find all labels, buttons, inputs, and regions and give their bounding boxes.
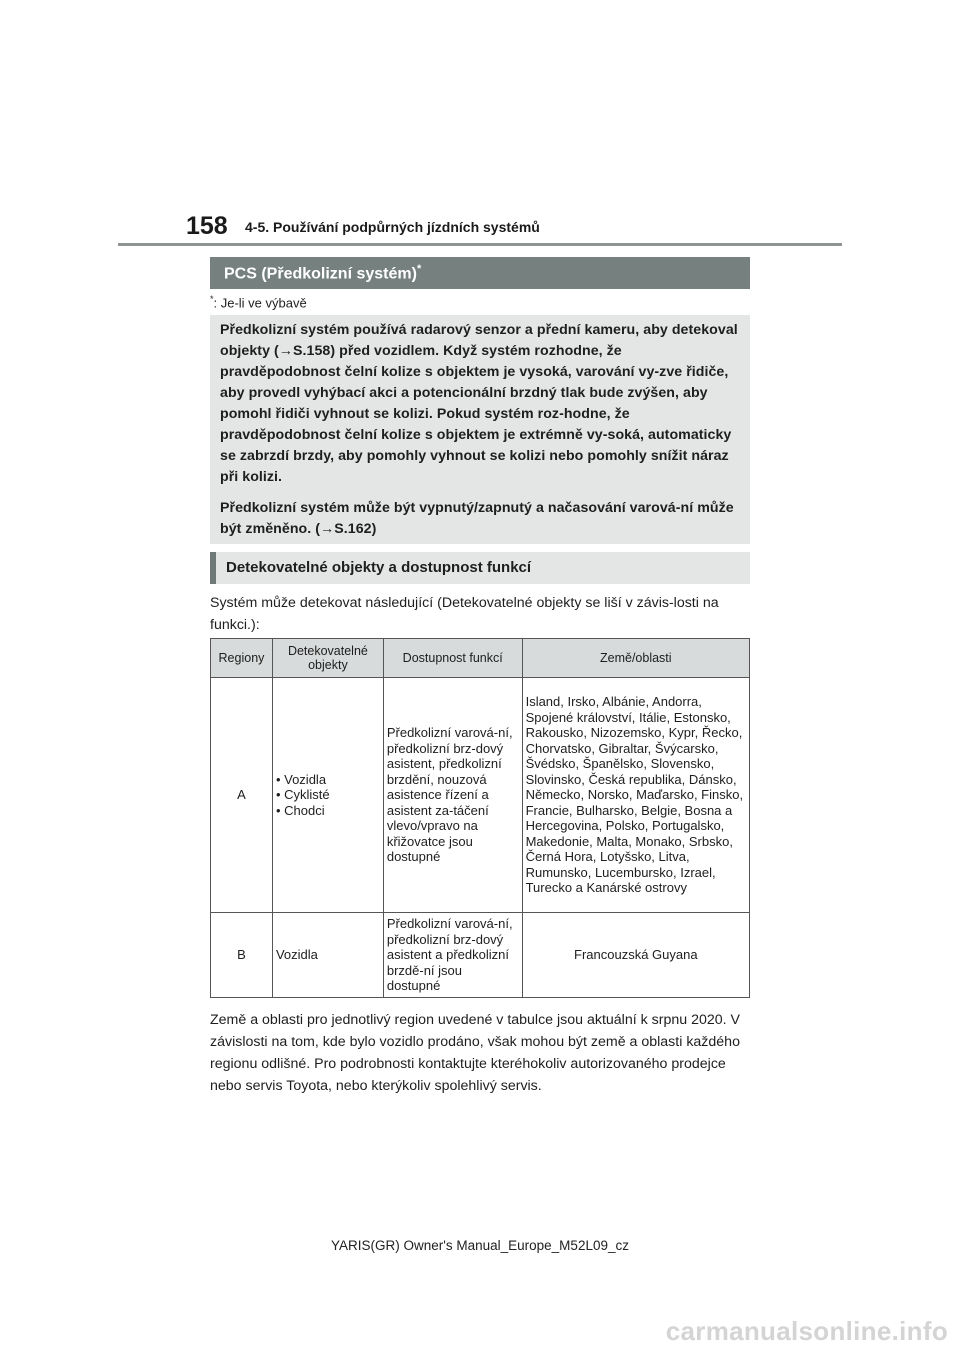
- footer-text: YARIS(GR) Owner's Manual_Europe_M52L09_cz: [331, 1238, 629, 1253]
- availability-cell: Předkolizní varová-ní, předkolizní brz-dový asistent a předkolizní brzdě-ní jsou dostupné: [383, 913, 522, 998]
- subsection-intro: Systém může detekovat následující (Detekovatelné objekty se liší v závis-losti na funkci.):: [210, 595, 719, 633]
- info-paragraph-1: Předkolizní systém používá radarový senzor a přední kameru, aby detekoval objekty (→S.158) před vozidlem. Když systém rozhodne, že pravděpodobnost čelní kolize s objektem je vysoká, varování vy-zve řidiče, aby provedl vyhýbací akci a potencionální brzdný tlak bude zvýšen, aby pomohl řidiči vyhnout se kolizi. Pokud systém roz-hodne, že pravděpodobnost čelní kolize s objektem je extrémně vy-soká, automaticky se zabrzdí brzdy, aby pomohly vyhnout se kolizi nebo pomohly snížit náraz při kolizi.: [220, 322, 738, 485]
- list-item: • Vozidla: [276, 772, 380, 788]
- region-cell: B: [211, 913, 273, 998]
- region-cell: A: [211, 678, 273, 913]
- section-title: PCS (Předkolizní systém): [224, 265, 417, 283]
- header-divider: [118, 243, 842, 246]
- header-availability: Dostupnost funkcí: [383, 639, 522, 678]
- regions-table: [210, 638, 750, 998]
- section-header: [210, 257, 750, 289]
- footnote-mark: *: [210, 294, 214, 304]
- footnote: [210, 294, 307, 310]
- subsection-header: Detekovatelné objekty a dostupnost funkcí: [210, 552, 750, 584]
- footnote-text: : Je-li ve výbavě: [213, 295, 307, 311]
- countries-cell: Island, Irsko, Albánie, Andorra, Spojené království, Itálie, Estonsko, Rakousko, Nizozemsko, Kypr, Řecko, Chorvatsko, Gibraltar, Švýcarsko, Švédsko, Španělsko, Slovensko, Slovinsko, Česká republika, Dánsko, Německo, Norsko, Maďarsko, Finsko, Francie, Bulharsko, Belgie, Bosna a Hercegovina, Polsko, Portugalsko, Makedonie, Malta, Monako, Srbsko, Černá Hora, Lotyšsko, Litva, Rumunsko, Lucembursko, Izrael, Turecko a Kanárské ostrovy: [522, 678, 749, 913]
- header-regions: Regiony: [211, 639, 273, 678]
- objects-cell: [272, 678, 383, 913]
- info-paragraph-2: Předkolizní systém může být vypnutý/zapnutý a načasování varová-ní může být změněno. (→S.162): [220, 500, 734, 537]
- watermark: carmanualsonline.info: [665, 1316, 948, 1346]
- objects-list: [276, 772, 380, 819]
- list-item: • Cyklisté: [276, 787, 380, 803]
- availability-cell: Předkolizní varová-ní, předkolizní brz-dový asistent, předkolizní brzdění, nouzová asistence řízení a asistent za-táčení vlevo/vpravo na křižovatce jsou dostupné: [383, 678, 522, 913]
- header-objects: Detekovatelné objekty: [272, 639, 383, 678]
- countries-cell: Francouzská Guyana: [522, 913, 749, 998]
- header-countries: Země/oblasti: [522, 639, 749, 678]
- list-item: • Chodci: [276, 803, 380, 819]
- objects-cell: Vozidla: [272, 913, 383, 998]
- page-number: 158: [186, 212, 228, 240]
- closing-paragraph: Země a oblasti pro jednotlivý region uvedené v tabulce jsou aktuální k srpnu 2020. V závislosti na tom, kde bylo vozidlo prodáno, však mohou být země a oblasti každého regionu odlišné. Pro podrobnosti kontaktujte kteréhokoliv autorizovaného prodejce nebo servis Toyota, nebo kterýkoliv spolehlivý servis.: [210, 1012, 740, 1094]
- info-box: [210, 315, 750, 544]
- section-title-mark: *: [416, 263, 422, 275]
- table-header-row: [211, 639, 750, 678]
- chapter-title: 4-5. Používání podpůrných jízdních systémů: [245, 219, 540, 235]
- table-row: [211, 678, 750, 913]
- table-row: [211, 913, 750, 998]
